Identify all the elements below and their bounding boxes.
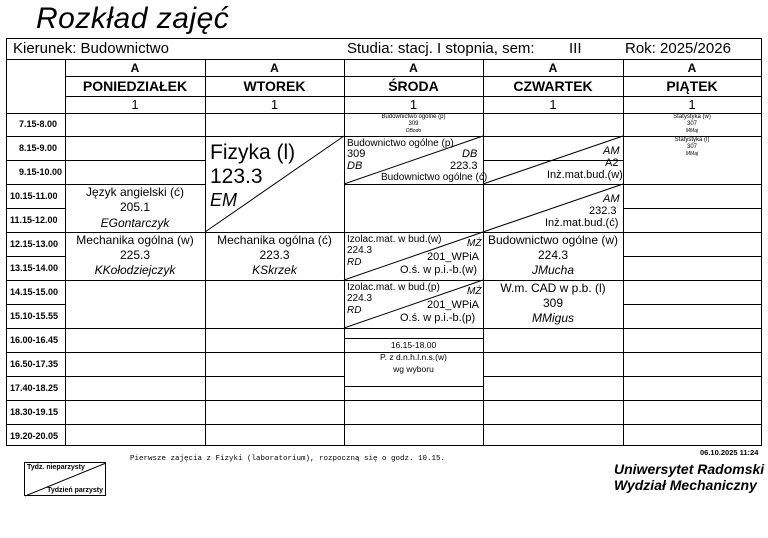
class-room-even: A2: [605, 157, 619, 169]
class-note: wg wyboru: [393, 364, 434, 374]
week-fri: 1: [688, 97, 696, 112]
time-slot: 13.15-14.00: [10, 263, 59, 273]
studia-label: Studia: stacj. I stopnia, sem:: [347, 40, 535, 57]
class-teacher-even: AM: [603, 145, 620, 157]
class-teacher: MŻ: [467, 238, 482, 249]
group-fri: A: [687, 61, 697, 75]
time-slot: 7.15-8.00: [19, 119, 58, 129]
class-room-even: 232.3: [589, 205, 617, 217]
time-slot: 18.30-19.15: [10, 407, 59, 417]
class-subject-even: Inż.mat.bud.(w): [547, 169, 623, 181]
class-subject: Budownictwo ogólne (w): [487, 233, 619, 247]
class-teacher-even: RD: [347, 257, 362, 268]
class-time: 16.15-18.00: [390, 340, 437, 350]
class-subject-even: O.ś. w p.i.-b.(p): [400, 312, 476, 324]
timestamp: 06.10.2025 11:24: [700, 448, 759, 457]
legend-even-week: Tydzień parzysty: [47, 487, 103, 494]
class-room: 309: [542, 296, 564, 310]
class-subject: Izolac.mat. w bud.(p): [347, 282, 440, 293]
class-subject-even: Budownictwo ogólne (ć): [381, 172, 488, 183]
class-subject: Mechanika ogólna (ć): [217, 233, 332, 247]
class-subject: Budownictwo ogólne (p): [381, 114, 446, 120]
kierunek-label: Kierunek: Budownictwo: [13, 40, 169, 57]
class-subject: Budownictwo ogólne (p): [347, 138, 454, 149]
schedule-table: [6, 38, 762, 446]
class-room-even: 223.3: [450, 160, 478, 172]
class-teacher: DBodo: [405, 128, 422, 134]
week-mon: 1: [131, 97, 139, 112]
week-tue: 1: [270, 97, 279, 112]
day-thu: CZWARTEK: [513, 78, 593, 94]
legend-odd-week: Tydz. nieparzysty: [27, 464, 85, 471]
group-tue: A: [270, 61, 279, 75]
class-room-even: 201_WPiA: [427, 299, 479, 311]
time-slot: 9.15-10.00: [19, 167, 63, 177]
class-subject: P. z d.n.h.l.n.s.(w): [380, 352, 447, 362]
class-room-even: 201_WPiA: [427, 251, 479, 263]
class-room: 309: [408, 121, 419, 127]
time-slot: 10.15-11.00: [10, 191, 58, 201]
day-tue: WTOREK: [243, 78, 306, 94]
class-room: 224.3: [347, 293, 373, 304]
class-teacher-even: DB: [347, 160, 363, 172]
class-teacher: MŻ: [467, 286, 482, 297]
day-wed: ŚRODA: [388, 78, 439, 94]
class-teacher: MMigus: [531, 311, 574, 325]
class-room: 307: [686, 121, 697, 127]
class-teacher: EM: [210, 190, 237, 210]
time-slot: 12.15-13.00: [10, 239, 59, 249]
class-teacher: EGontarczyk: [100, 216, 170, 230]
class-subject: Mechanika ogólna (w): [76, 233, 194, 247]
class-room: 224.3: [347, 245, 373, 256]
class-teacher: MMaj: [685, 128, 699, 134]
class-room: 309: [347, 148, 366, 160]
week-wed: 1: [409, 97, 418, 112]
class-subject: Fizyka (l): [210, 141, 296, 164]
group-mon: A: [130, 61, 140, 75]
class-teacher-even: AM: [603, 193, 620, 205]
class-subject: Język angielski (ć): [85, 185, 185, 199]
university-name: Uniwersytet Radomski: [614, 461, 765, 477]
class-teacher-even: RD: [347, 305, 362, 316]
class-subject: Statystyka (l): [674, 137, 710, 143]
year-label: Rok: 2025/2026: [625, 40, 731, 57]
class-subject-even: Inż.mat.bud.(ć): [545, 217, 619, 229]
class-room: 223.3: [259, 248, 290, 262]
week-legend: [24, 462, 106, 496]
class-subject: W.m. CAD w p.b. (l): [500, 281, 606, 295]
day-mon: PONIEDZIAŁEK: [82, 78, 188, 94]
time-slot: 15.10-15.55: [10, 311, 59, 321]
class-teacher: KKołodziejczyk: [94, 263, 176, 277]
week-thu: 1: [549, 97, 557, 112]
class-teacher: JMucha: [531, 263, 575, 277]
faculty-name: Wydział Mechaniczny: [614, 477, 757, 493]
class-room: 123.3: [210, 165, 263, 188]
time-slot: 11.15-12.00: [10, 215, 58, 225]
group-wed: A: [409, 61, 418, 75]
page-title: Rozkład zajęć: [36, 2, 230, 35]
time-slot: 17.40-18.25: [10, 383, 59, 393]
group-thu: A: [548, 61, 558, 75]
day-fri: PIĄTEK: [666, 78, 718, 94]
class-teacher: DB: [462, 148, 478, 160]
class-subject: Statystyka (w): [673, 114, 711, 120]
time-slot: 16.50-17.35: [10, 359, 59, 369]
time-slot: 16.00-16.45: [10, 335, 59, 345]
class-room: 205.1: [119, 200, 151, 214]
class-room: 225.3: [119, 248, 151, 262]
time-slot: 8.15-9.00: [19, 143, 58, 153]
class-teacher: KSkrzek: [252, 263, 297, 277]
class-subject: Izolac.mat. w bud.(w): [347, 234, 442, 245]
class-room: 307: [686, 144, 697, 150]
class-room: 224.3: [537, 248, 569, 262]
time-slot: 14.15-15.00: [10, 287, 59, 297]
footer-note: Pierwsze zajęcia z Fizyki (laboratorium), rozpoczną się o godz. 10.15.: [130, 455, 446, 463]
class-teacher: MMaj: [685, 151, 699, 157]
class-subject-even: O.ś. w p.i.-b.(w): [400, 264, 478, 276]
semester-value: III: [569, 40, 582, 57]
time-slot: 19.20-20.05: [10, 431, 59, 441]
